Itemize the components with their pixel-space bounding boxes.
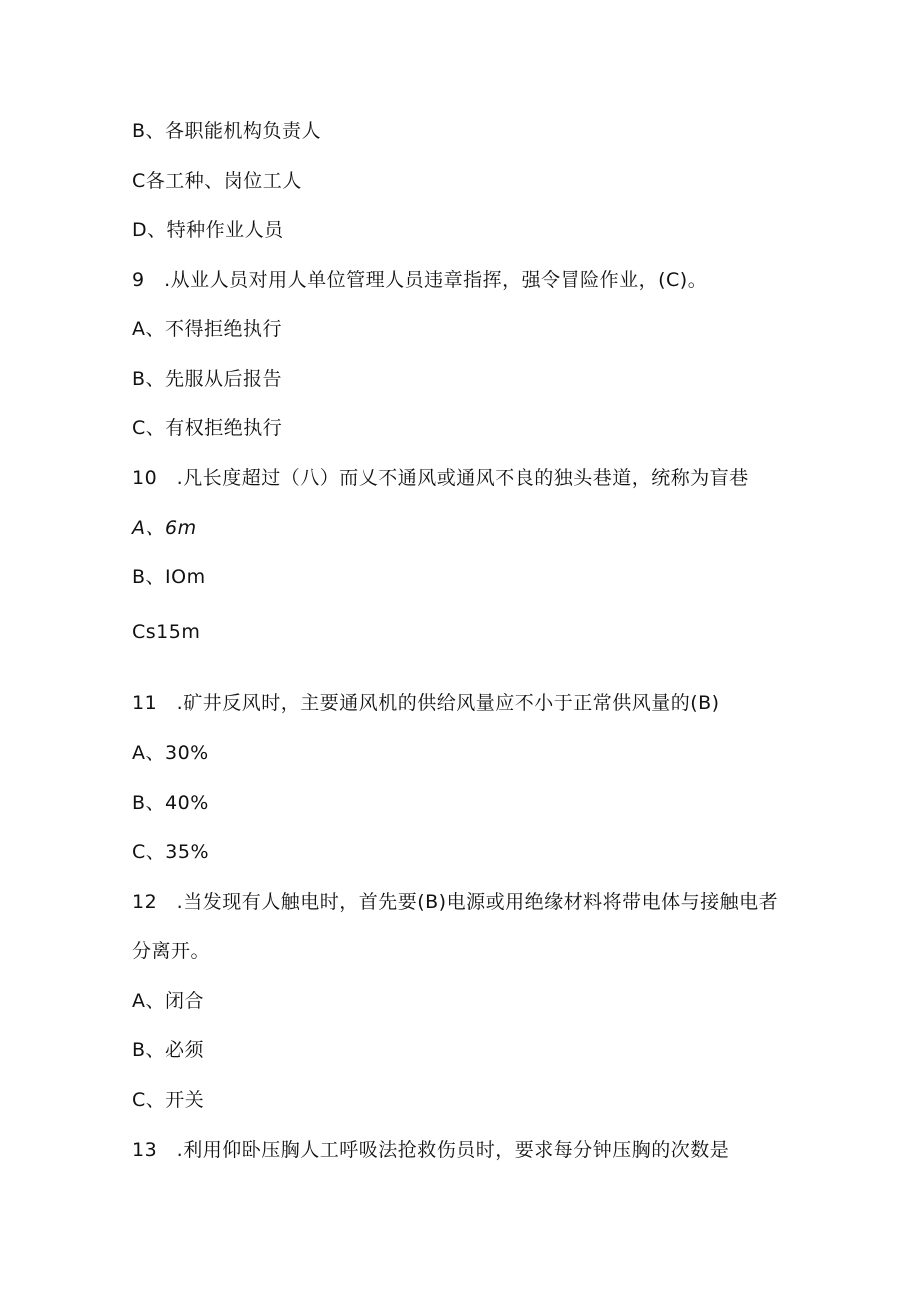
q8-option-c: C各工种、岗位工人: [132, 170, 302, 192]
q9-option-a: A、不得拒绝执行: [132, 318, 282, 340]
question-12: 12 .当发现有人触电时，首先要(B)电源或用绝缘材料将带电体与接触电者: [132, 891, 779, 913]
q9-option-b: B、先服从后报告: [132, 368, 283, 390]
question-12-continued: 分离开。: [132, 940, 211, 962]
q9-option-c: C、有权拒绝执行: [132, 417, 283, 439]
question-9: 9 .从业人员对用人单位管理人员违章指挥，强令冒险作业，(C)。: [132, 269, 708, 291]
q11-option-c: C、35%: [132, 841, 209, 863]
q10-option-a: A、6m: [132, 517, 197, 539]
q8-option-b: B、各职能机构负责人: [132, 120, 322, 142]
q12-option-b: B、必须: [132, 1039, 205, 1061]
question-10: 10 .凡长度超过（八）而乂不通风或通风不良的独头巷道，统称为盲巷: [132, 467, 749, 489]
q10-option-c: Cs15m: [132, 621, 201, 643]
question-13: 13 .利用仰卧压胸人工呼吸法抢救伤员时，要求每分钟压胸的次数是: [132, 1139, 730, 1161]
q10-option-b: B、IOm: [132, 566, 206, 588]
q12-option-a: A、闭合: [132, 990, 204, 1012]
question-11: 11 .矿井反风时，主要通风机的供给风量应不小于正常供风量的(B): [132, 692, 720, 714]
q11-option-a: A、30%: [132, 742, 209, 764]
q8-option-d: D、特种作业人员: [132, 219, 284, 241]
q11-option-b: B、40%: [132, 792, 209, 814]
q12-option-c: C、开关: [132, 1089, 205, 1111]
